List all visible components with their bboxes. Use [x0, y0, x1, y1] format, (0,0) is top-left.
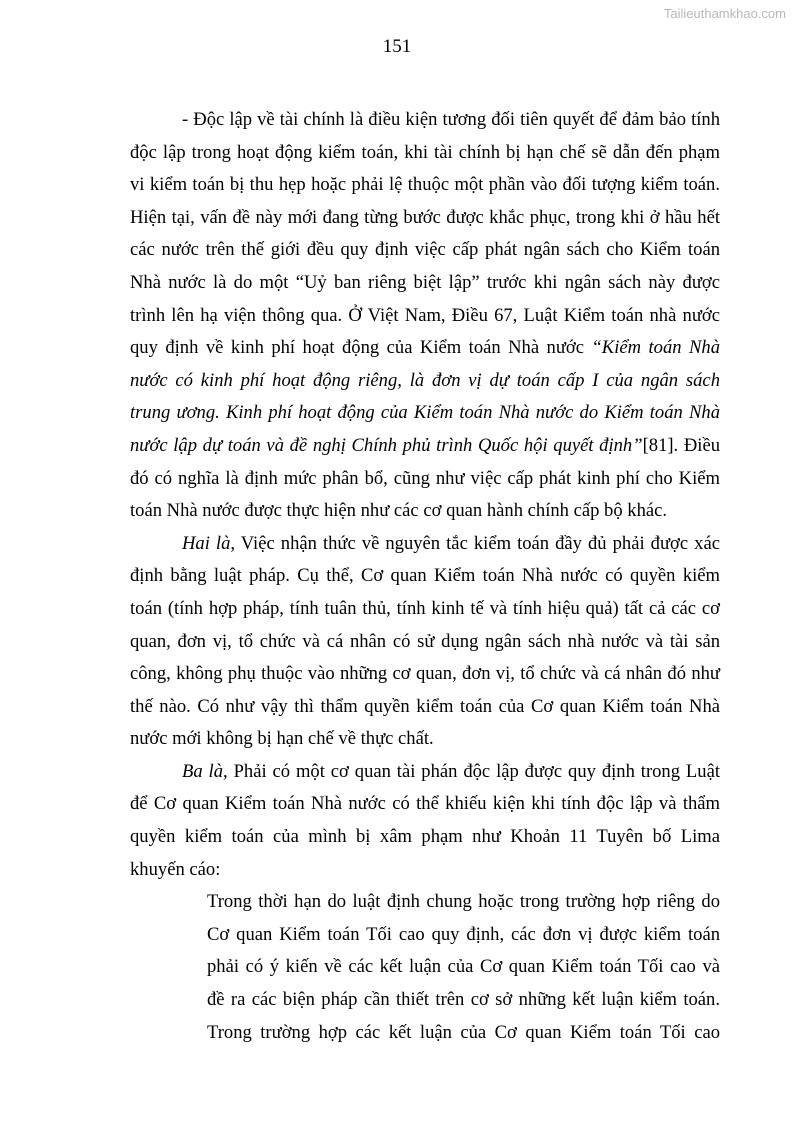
text-line: [130, 593, 720, 626]
text-segment: quan, đơn vị, tổ chức và cá nhân có sử dụng ngân sách nhà nước và tài sản: [130, 630, 720, 652]
text-line: [130, 951, 720, 984]
text-segment: - Độc lập về tài chính là điều kiện tương đối tiên quyết để đảm bảo tính: [182, 109, 720, 130]
text-segment: Hiện tại, vấn đề này mới đang từng bước được khắc phục, trong khi ở hầu hết: [130, 206, 720, 228]
text-segment: Việc nhận thức về nguyên tắc kiểm toán đầy đủ phải được xác: [235, 532, 720, 554]
italic-text: nước lập dự toán và đề nghị Chính phủ trình Quốc hội quyết định”: [130, 434, 643, 456]
text-line: [130, 821, 720, 854]
text-line: [130, 691, 720, 724]
text-line: [130, 430, 720, 463]
text-line: [130, 202, 720, 235]
text-segment: Trong trường hợp các kết luận của Cơ quan Kiểm toán Tối cao: [207, 1021, 720, 1043]
text-line: [130, 756, 720, 789]
text-line: [130, 1017, 720, 1050]
text-line: [130, 463, 720, 496]
text-line: [130, 397, 720, 430]
text-line: [130, 365, 720, 398]
text-segment: công, không phụ thuộc vào những cơ quan, đơn vị, tổ chức và cá nhân đó như: [130, 663, 720, 685]
text-segment: toán Nhà nước được thực hiện như các cơ quan hành chính cấp bộ khác.: [130, 500, 668, 522]
text-segment: Cơ quan Kiểm toán Tối cao quy định, các đơn vị được kiểm toán: [207, 923, 720, 945]
paragraph: [130, 756, 720, 886]
text-segment: Nhà nước là do một “Uỷ ban riêng biệt lập” trước khi ngân sách này được: [130, 271, 720, 293]
text-line: [130, 137, 720, 170]
text-line: [130, 886, 720, 919]
text-segment: đó có nghĩa là định mức phân bổ, cũng như việc cấp phát kinh phí cho Kiểm: [130, 467, 720, 489]
text-segment: phải có ý kiến về các kết luận của Cơ quan Kiểm toán Tối cao và: [207, 956, 720, 978]
text-segment: thế nào. Có như vậy thì thẩm quyền kiểm toán của Cơ quan Kiểm toán Nhà: [130, 695, 720, 717]
block-quote: [130, 886, 720, 1049]
text-segment: Phải có một cơ quan tài phán độc lập được quy định trong Luật: [227, 760, 721, 782]
text-segment: để Cơ quan Kiểm toán Nhà nước có thể khiếu kiện khi tính độc lập và thẩm: [130, 793, 720, 815]
text-line: [130, 723, 720, 756]
text-line: [130, 560, 720, 593]
text-line: [130, 234, 720, 267]
text-segment: quy định về kinh phí hoạt động của Kiểm toán Nhà nước: [130, 337, 592, 359]
text-line: [130, 300, 720, 333]
text-line: [130, 984, 720, 1017]
text-segment: nước mới không bị hạn chế về thực chất.: [130, 728, 434, 750]
paragraph: [130, 528, 720, 756]
italic-text: nước có kinh phí hoạt động riêng, là đơn vị dự toán cấp I của ngân sách: [130, 369, 720, 391]
page-number: 151: [382, 36, 412, 57]
text-line: [130, 626, 720, 659]
italic-text: Ba là,: [182, 760, 228, 782]
text-segment: định bằng luật pháp. Cụ thể, Cơ quan Kiểm toán Nhà nước có quyền kiểm: [130, 565, 720, 587]
italic-text: trung ương. Kinh phí hoạt động của Kiểm toán Nhà nước do Kiểm toán Nhà: [130, 402, 720, 424]
text-line: [130, 169, 720, 202]
text-line: [130, 658, 720, 691]
text-line: [130, 267, 720, 300]
text-segment: các nước trên thế giới đều quy định việc cấp phát ngân sách cho Kiểm toán: [130, 239, 720, 261]
text-segment: vi kiểm toán bị thu hẹp hoặc phải lệ thuộc một phần vào đối tượng kiểm toán.: [130, 174, 720, 196]
text-segment: đề ra các biện pháp cần thiết trên cơ sở những kết luận kiểm toán.: [207, 989, 720, 1011]
text-line: [130, 528, 720, 561]
italic-text: Hai là,: [182, 532, 236, 554]
italic-text: “Kiểm toán Nhà: [591, 337, 720, 359]
text-line: [130, 332, 720, 365]
text-line: [130, 495, 720, 528]
text-line: [130, 788, 720, 821]
text-segment: Trong thời hạn do luật định chung hoặc trong trường hợp riêng do: [207, 891, 720, 913]
text-segment: khuyến cáo:: [130, 858, 221, 880]
text-segment: [81]. Điều: [642, 434, 720, 456]
text-segment: quyền kiểm toán của mình bị xâm phạm như Khoản 11 Tuyên bố Lima: [130, 826, 720, 848]
text-segment: toán (tính hợp pháp, tính tuân thủ, tính kinh tế và tính hiệu quả) tất cả các cơ: [130, 597, 720, 619]
text-segment: độc lập trong hoạt động kiểm toán, khi tài chính bị hạn chế sẽ dẫn đến phạm: [130, 141, 720, 163]
text-line: [130, 919, 720, 952]
watermark: Tailieuthamkhao.com: [663, 6, 786, 21]
document-body: [130, 104, 720, 1049]
text-line: [130, 854, 720, 887]
text-line: [130, 104, 720, 137]
paragraph: [130, 104, 720, 528]
text-segment: trình lên hạ viện thông qua. Ở Việt Nam, Điều 67, Luật Kiểm toán nhà nước: [130, 304, 720, 326]
